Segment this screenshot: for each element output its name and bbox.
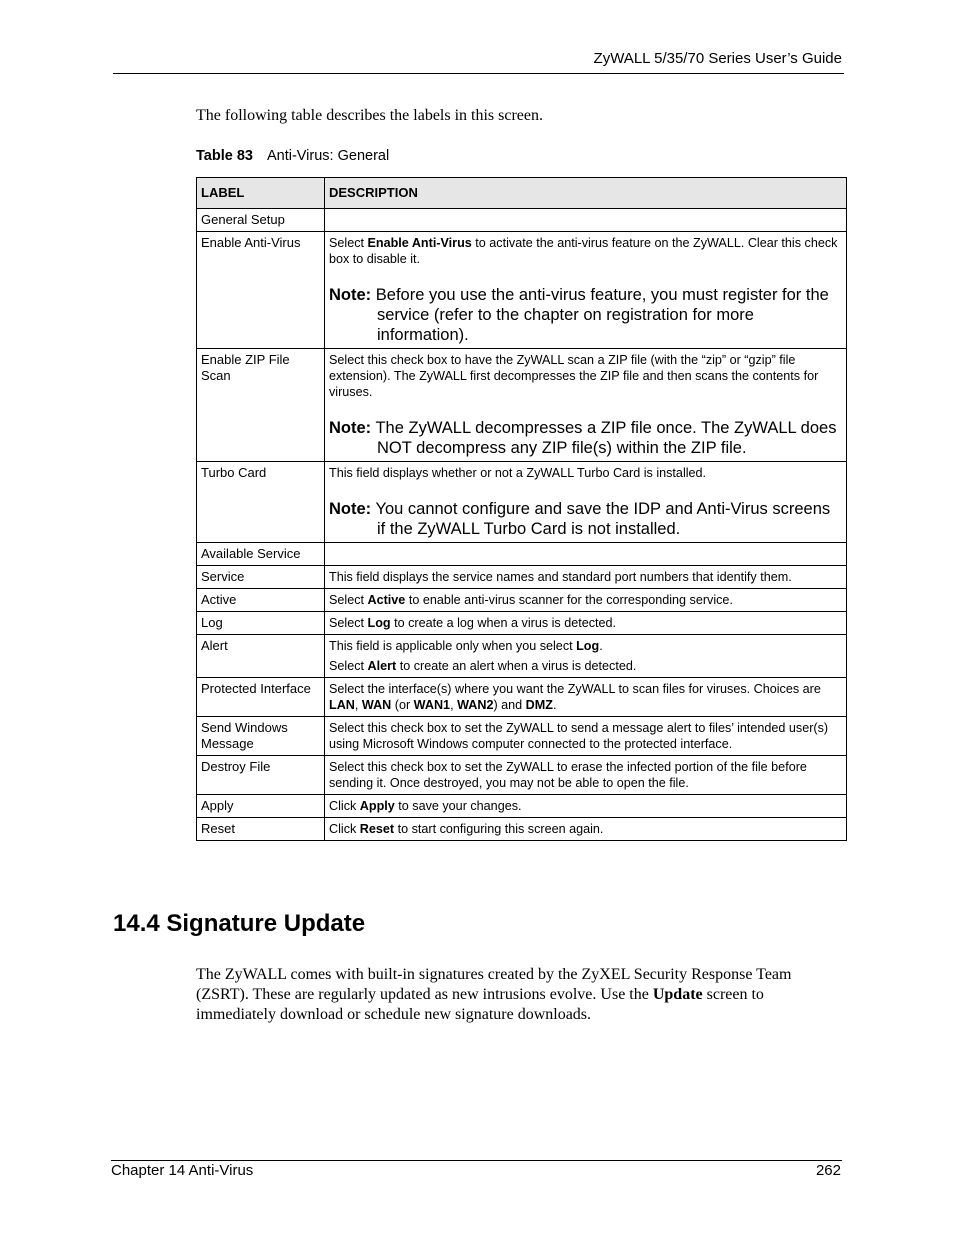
bold-term: WAN — [361, 698, 392, 712]
row-label: Enable Anti-Virus — [197, 232, 325, 349]
description-text: Select Active to enable anti-virus scanner for the corresponding service. — [329, 593, 733, 607]
table-number: Table 83 — [196, 148, 253, 164]
description-text: This field displays whether or not a ZyWALL Turbo Card is installed. — [329, 466, 707, 480]
bold-term: Apply — [359, 799, 395, 813]
table-row — [197, 232, 847, 349]
table-row — [197, 543, 847, 566]
labels-table — [196, 177, 847, 841]
table-row — [197, 589, 847, 612]
table-row — [197, 678, 847, 717]
note-block — [329, 499, 842, 539]
table-row — [197, 566, 847, 589]
label-column-header: LABEL — [197, 178, 325, 209]
footer-chapter: Chapter 14 Anti-Virus — [111, 1162, 254, 1179]
bold-term: Active — [367, 593, 406, 607]
row-label: Available Service — [197, 543, 325, 566]
description-text: Select Alert to create an alert when a virus is detected. — [329, 659, 637, 673]
note-text: You cannot configure and save the IDP and Anti-Virus screens if the ZyWALL Turbo Card is not installed. — [375, 500, 831, 538]
description-text: Select this check box to have the ZyWALL scan a ZIP file (with the “zip” or “gzip” file extension). The ZyWALL first decompresses the ZIP file and then scans the contents for viruses. — [329, 353, 819, 399]
row-label: Enable ZIP File Scan — [197, 349, 325, 462]
bold-term: Update — [652, 986, 703, 1003]
description-text: Select Enable Anti-Virus to activate the anti-virus feature on the ZyWALL. Clear this check box to disable it. — [329, 236, 838, 266]
row-description — [325, 566, 847, 589]
note-text: The ZyWALL decompresses a ZIP file once. The ZyWALL does NOT decompress any ZIP file(s) within the ZIP file. — [375, 419, 837, 457]
note-block — [329, 285, 842, 345]
row-label: Service — [197, 566, 325, 589]
row-label: Alert — [197, 635, 325, 678]
row-description — [325, 756, 847, 795]
table-row — [197, 462, 847, 543]
row-label: Log — [197, 612, 325, 635]
section-heading: 14.4 Signature Update — [113, 910, 366, 937]
bold-term: Reset — [359, 822, 395, 836]
footer-rule — [111, 1160, 842, 1161]
table-row — [197, 209, 847, 232]
bold-term: WAN1 — [413, 698, 451, 712]
table-title: Anti-Virus: General — [266, 148, 390, 164]
description-text: Select Log to create a log when a virus is detected. — [329, 616, 617, 630]
note-block — [329, 418, 842, 458]
section-paragraph: The ZyWALL comes with built-in signatures created by the ZyXEL Security Response Team (ZSRT). These are regularly updated as new intrusions evolve. Use the Update screen to immediately download or schedule new signature downloads. — [196, 966, 792, 1023]
row-label: Send Windows Message — [197, 717, 325, 756]
description-text: Click Apply to save your changes. — [329, 799, 522, 813]
row-description — [325, 678, 847, 717]
bold-term: WAN2 — [457, 698, 494, 712]
bold-term: LAN — [329, 698, 355, 712]
row-description — [325, 818, 847, 841]
bold-term: Log — [367, 616, 391, 630]
note-label: Note: — [329, 500, 372, 518]
table-caption — [196, 148, 389, 164]
intro-paragraph: The following table describes the labels in this screen. — [196, 107, 544, 124]
footer-page-number: 262 — [815, 1162, 841, 1179]
row-label: Turbo Card — [197, 462, 325, 543]
row-label: Reset — [197, 818, 325, 841]
description-text: Click Reset to start configuring this screen again. — [329, 822, 604, 836]
note-text: Before you use the anti-virus feature, you must register for the service (refer to the chapter on registration for more information). — [375, 286, 829, 344]
description-text: Select the interface(s) where you want the ZyWALL to scan files for viruses. Choices are LAN, WAN (or WAN1, WAN2) and DMZ. — [329, 682, 821, 712]
table-row — [197, 717, 847, 756]
row-description — [325, 543, 847, 566]
table-row — [197, 756, 847, 795]
row-description — [325, 612, 847, 635]
row-description — [325, 717, 847, 756]
row-description — [325, 635, 847, 678]
table-row — [197, 635, 847, 678]
row-label: Apply — [197, 795, 325, 818]
row-label: General Setup — [197, 209, 325, 232]
table-row — [197, 818, 847, 841]
table-body — [197, 209, 847, 841]
bold-term: Log — [576, 639, 600, 653]
row-description — [325, 462, 847, 543]
row-description — [325, 349, 847, 462]
note-label: Note: — [329, 286, 372, 304]
row-description — [325, 795, 847, 818]
note-label: Note: — [329, 419, 372, 437]
table-row — [197, 612, 847, 635]
header-rule — [113, 73, 844, 74]
bold-term: Enable Anti-Virus — [367, 236, 472, 250]
row-description — [325, 232, 847, 349]
description-text: This field is applicable only when you select Log. — [329, 639, 603, 653]
table-row — [197, 795, 847, 818]
description-text: Select this check box to set the ZyWALL to erase the infected portion of the file before sending it. Once destroyed, you may not be able to open the file. — [329, 760, 807, 790]
running-header: ZyWALL 5/35/70 Series User’s Guide — [593, 50, 842, 67]
row-label: Destroy File — [197, 756, 325, 795]
bold-term: Alert — [367, 659, 397, 673]
description-column-header: DESCRIPTION — [325, 178, 847, 209]
description-text: This field displays the service names and standard port numbers that identify them. — [329, 570, 792, 584]
bold-term: DMZ — [525, 698, 553, 712]
row-description — [325, 589, 847, 612]
table-row — [197, 349, 847, 462]
row-description — [325, 209, 847, 232]
row-label: Protected Interface — [197, 678, 325, 717]
row-label: Active — [197, 589, 325, 612]
description-text: Select this check box to set the ZyWALL to send a message alert to files’ intended user(s) using Microsoft Windows computer connected to the protected interface. — [329, 721, 829, 751]
table-header-row — [197, 178, 847, 209]
